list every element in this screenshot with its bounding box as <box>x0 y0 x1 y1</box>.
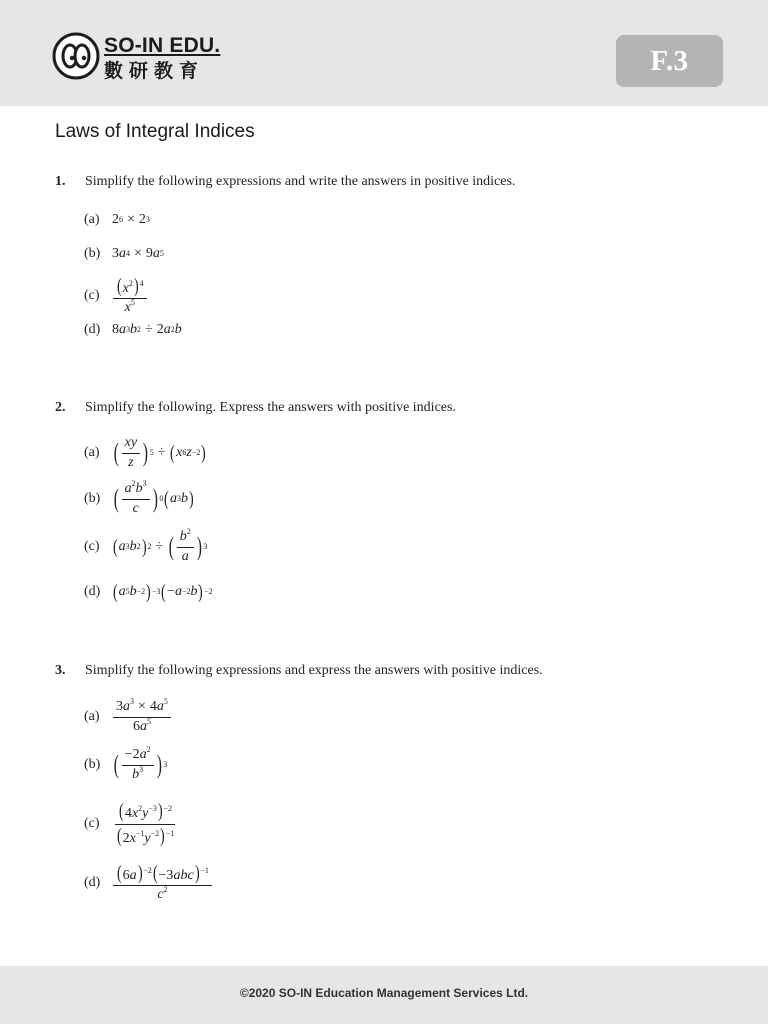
page-footer <box>0 966 768 1024</box>
question-text: Simplify the following. Express the answers with positive indices. <box>85 400 456 415</box>
item-label: (c) <box>84 816 100 831</box>
math-expression: $\frac{3a^3 \times 4a^5}{6a^5}$ <box>112 696 172 738</box>
item-label: (c) <box>84 288 100 303</box>
page-title: Laws of Integral Indices <box>55 121 255 142</box>
question-text: Simplify the following expressions and write the answers in positive indices. <box>85 174 516 189</box>
question-number: 1. <box>55 174 66 189</box>
item-label: (a) <box>84 709 100 724</box>
math-expression: ( $\frac{-2a^2}{b^3}$ ) 3 <box>113 745 168 782</box>
item-label: (b) <box>84 246 101 261</box>
math-expression: ( $\frac{a^2b^3}{c}$ ) 0 ( a 3 b ) <box>113 479 194 516</box>
math-expression: 8 a 3 b 2 ÷ 2 a 2 b <box>112 322 182 337</box>
item-label: (d) <box>84 584 101 599</box>
item-label: (a) <box>84 212 100 227</box>
item-label: (a) <box>84 445 100 460</box>
math-expression: ( a 3 b 2 ) 2 ÷ ( $\frac{b^2}{a}$ ) 3 <box>113 527 208 564</box>
math-expression: ( $\frac{xy}{z}$ ) 5 ÷ ( x 6 z −2 ) <box>113 435 206 470</box>
math-expression: $\frac{(6a)^{-2}(-3abc)^{-1}}{c^2}$ <box>112 860 213 906</box>
question-number: 3. <box>55 663 66 678</box>
page-header <box>0 0 768 106</box>
item-label: (b) <box>84 491 101 506</box>
logo <box>52 32 292 82</box>
grade-badge: F.3 <box>616 35 723 87</box>
math-expression: ( a 5 b −2 ) −3 ( − a −2 b ) −2 <box>113 581 213 603</box>
copyright-text: ©2020 SO-IN Education Management Services Ltd. <box>239 986 529 1000</box>
question-number: 2. <box>55 400 66 415</box>
item-label: (b) <box>84 757 101 772</box>
question-text: Simplify the following expressions and express the answers with positive indices. <box>85 663 543 678</box>
item-label: (d) <box>84 322 101 337</box>
math-expression: 2 6 × 2 3 <box>112 212 150 227</box>
math-expression: 3 a 4 × 9 a 5 <box>112 246 164 261</box>
logo-english-text: SO-IN EDU. <box>104 34 221 57</box>
math-expression: $\frac{(x^2)^4}{x^5}$ <box>112 274 148 318</box>
item-label: (d) <box>84 875 101 890</box>
item-label: (c) <box>84 539 100 554</box>
logo-chinese-text: 數研教育 <box>104 60 205 82</box>
logo-eyes-icon <box>52 32 100 80</box>
math-expression: $\frac{(4x^2y^{-3})^{-2}}{(2x^{-1}y^{-2})^{-1}}$ <box>117 800 175 847</box>
